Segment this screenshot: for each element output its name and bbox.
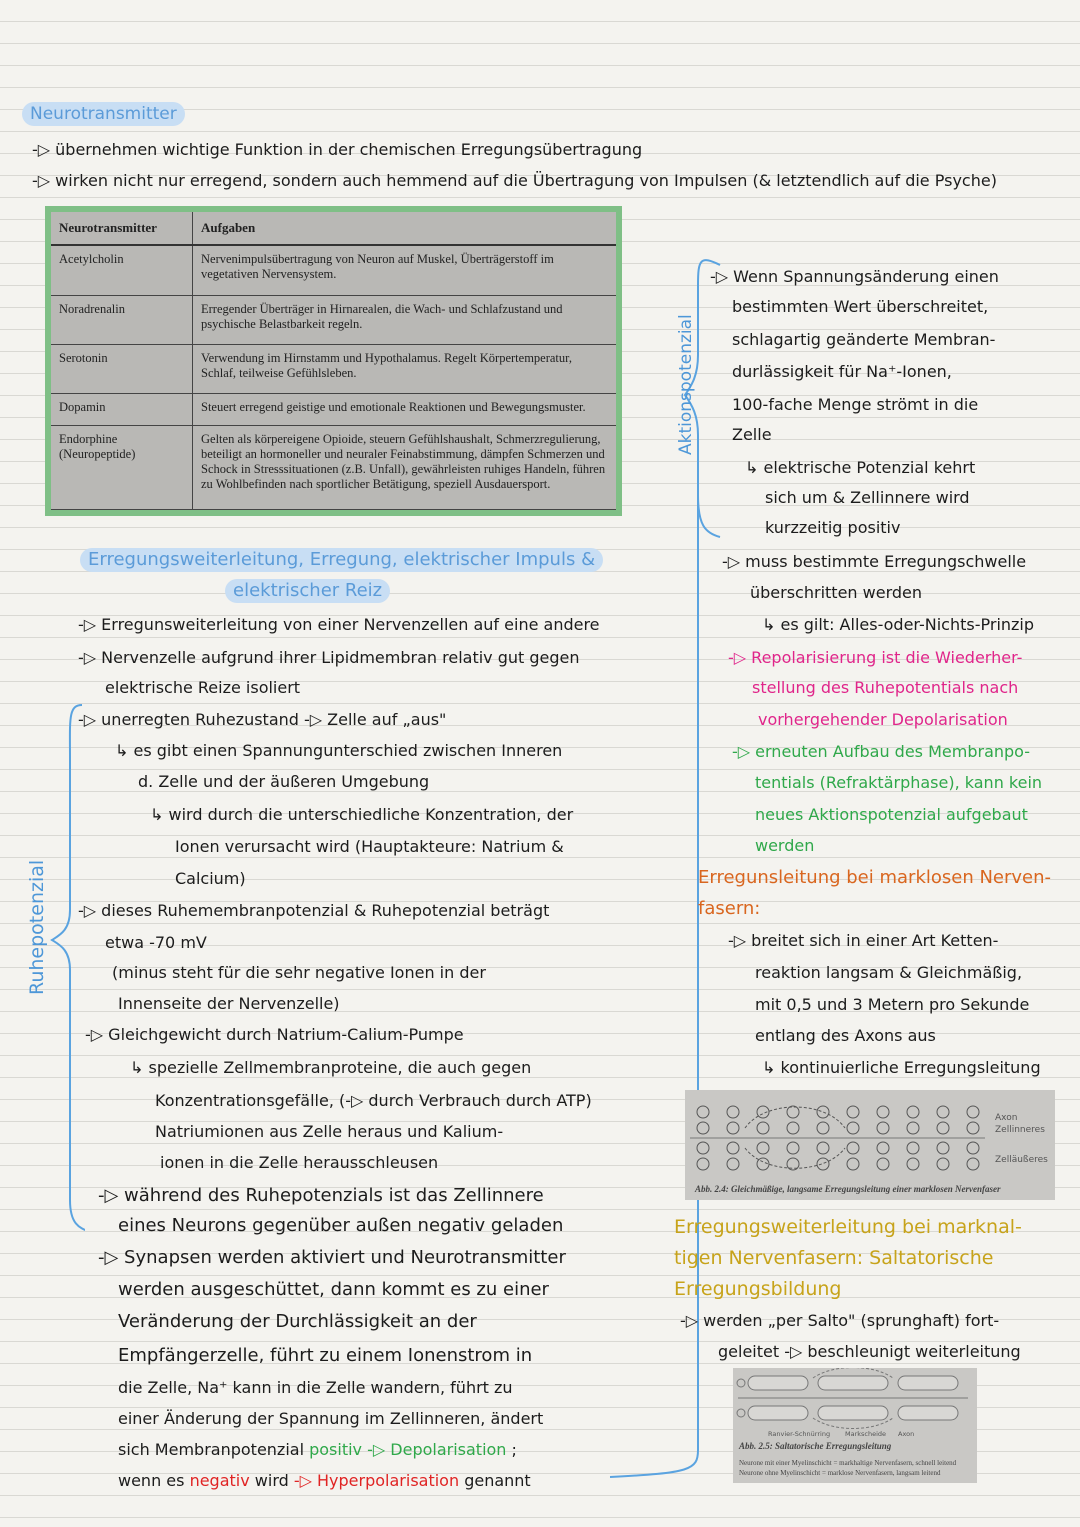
text-line: geleitet -▷ beschleunigt weiterleitung [718,1342,1021,1361]
text-line: sich um & Zellinnere wird [765,488,970,507]
section-heading-neurotransmitter: Neurotransmitter [22,102,185,126]
table-row [51,295,616,344]
refraktaer-line: -▷ erneuten Aufbau des Membranpo- [732,742,1031,761]
text-line: kurzzeitig positiv [765,518,901,537]
text-line: -▷ werden „per Salto" (sprunghaft) fort- [680,1311,1000,1330]
table-cell: Gelten als körpereigene Opioide, steuern Gefühlshaushalt, Schmerzregulierung, beteiligt an hormoneller und neuraler Feinabstimmung, dämpfen Schmerzen und Schock in Stresssituationen (z.B. Unfall), gewährleisten ruhiges Handeln, führen zu Wohlbefinden nach sportlicher Betätigung, speziell Ausdauersport. [193,426,617,510]
text-line: elektrische Reize isoliert [105,678,301,697]
table-row [51,245,616,295]
figure-saltatorische-leitung [733,1368,977,1483]
text-segment: ; [506,1440,517,1459]
depolarisation-term: positiv -▷ Depolarisation [309,1440,507,1459]
text-line: eines Neurons gegenüber außen negativ geladen [118,1215,564,1236]
nt-line-1: -▷ übernehmen wichtige Funktion in der chemischen Erregungsübertragung [32,140,643,159]
text-line: (minus steht für die sehr negative Ionen in der [112,963,486,982]
figure-note: Neurone mit einer Myelinschicht = markhaltige Nervenfasern, schnell leitend [739,1459,957,1467]
text-line: -▷ Synapsen werden aktiviert und Neurotransmitter [98,1247,566,1268]
neurotransmitter-table-photo [45,206,622,516]
table-cell: Dopamin [51,394,193,426]
table-cell: Erregender Überträger in Hirnarealen, die Wach- und Schlafzustand und psychische Belastbarkeit regeln. [193,295,617,344]
table-row [51,426,616,510]
text-line: ↳ wird durch die unterschiedliche Konzentration, der [150,805,574,824]
text-line: werden ausgeschüttet, dann kommt es zu einer [118,1279,549,1300]
text-line: ↳ elektrische Potenzial kehrt [745,458,976,477]
text-line: ↳ es gilt: Alles-oder-Nichts-Prinzip [762,615,1035,634]
text-line: einer Änderung der Spannung im Zellinneren, ändert [118,1409,544,1428]
label-axon: Axon [995,1113,1018,1123]
text-line: schlagartig geänderte Membran- [732,330,996,349]
text-line: -▷ Wenn Spannungsänderung einen [710,267,999,286]
text-line: d. Zelle und der äußeren Umgebung [138,772,430,791]
nt-line-2: -▷ wirken nicht nur erregend, sondern auch hemmend auf die Übertragung von Impulsen (& letztendlich auf die Psyche) [32,171,997,190]
text-line: reaktion langsam & Gleichmäßig, [755,963,1023,982]
text-line: Calcium) [175,869,246,888]
text-line: etwa -70 mV [105,933,207,952]
text-line: -▷ Nervenzelle aufgrund ihrer Lipidmembran relativ gut gegen [78,648,580,667]
text-line: Natriumionen aus Zelle heraus und Kalium- [155,1122,504,1141]
table-cell: Serotonin [51,344,193,393]
text-line: Zelle [732,425,772,444]
table-cell: Acetylcholin [51,245,193,295]
text-segment: sich Membranpotenzial [118,1440,310,1459]
table-cell: Verwendung im Hirnstamm und Hypothalamus. Regelt Körpertemperatur, Schlaf, teilweise Gefühlsleben. [193,344,617,393]
refraktaer-line: neues Aktionspotenzial aufgebaut [755,805,1028,824]
text-line: durlässigkeit für Na⁺-Ionen, [732,362,952,381]
table-row [51,394,616,426]
text-line: die Zelle, Na⁺ kann in die Zelle wandern, führt zu [118,1378,513,1397]
text-line: ↳ kontinuierliche Erregungsleitung [762,1058,1041,1077]
label-aktionspotenzial: Aktionspotenzial [676,314,696,455]
text-line: 100-fache Menge strömt in die [732,395,979,414]
heading-markhaltig: tigen Nervenfasern: Saltatorische [674,1247,994,1269]
text-line: -▷ Erregunsweiterleitung von einer Nervenzellen auf eine andere [78,615,600,634]
negativ-term: negativ [189,1471,250,1490]
neurotransmitter-table [51,212,616,510]
label-ruhepotenzial: Ruhepotenzial [26,859,48,995]
label-zellinneres: Zellinneres [995,1125,1045,1135]
text-segment: genannt [459,1471,531,1490]
repolarisation-line: stellung des Ruhepotentials nach [752,678,1019,697]
repolarisation-line: vorhergehender Depolarisation [758,710,1008,729]
section-heading-erregung-2: elektrischer Reiz [225,579,390,603]
figure-caption: Abb. 2.5: Saltatorische Erregungsleitung [739,1441,892,1451]
refraktaer-line: werden [755,836,815,855]
hyperpolarisation-term: -▷ Hyperpolarisation [293,1471,460,1490]
heading-marklos: fasern: [698,898,761,919]
figure-caption: Abb. 2.4: Gleichmäßige, langsame Erregungsleitung einer marklosen Nervenfaser [695,1184,1001,1194]
text-line: ↳ es gibt einen Spannungunterschied zwischen Inneren [115,741,563,760]
text-line: Ionen verursacht wird (Hauptakteure: Natrium & [175,837,564,856]
text-line-hyperpolarisation [118,1466,531,1496]
text-line: Veränderung der Durchlässigkeit an der [118,1311,477,1332]
heading-markhaltig: Erregungsbildung [674,1278,842,1300]
text-line: mit 0,5 und 3 Metern pro Sekunde [755,995,1030,1014]
label-zellaeusseres: Zelläußeres [995,1155,1048,1165]
heading-marklos: Erregunsleitung bei marklosen Nerven- [698,867,1052,888]
refraktaer-line: tentials (Refraktärphase), kann kein [755,773,1043,792]
text-segment: wird [249,1471,294,1490]
figure-marklose-leitung [685,1090,1055,1200]
label-ranvier: Ranvier-Schnürring [768,1430,831,1438]
text-line: -▷ muss bestimmte Erregungschwelle [722,552,1027,571]
text-line: entlang des Axons aus [755,1026,936,1045]
text-line: -▷ breitet sich in einer Art Ketten- [728,931,999,950]
repolarisation-line: -▷ Repolarisierung ist die Wiederher- [728,648,1023,667]
text-line: Innenseite der Nervenzelle) [118,994,340,1013]
text-line: Konzentrationsgefälle, (-▷ durch Verbrauch durch ATP) [155,1091,592,1110]
text-line: Empfängerzelle, führt zu einem Ionenstrom in [118,1345,533,1366]
table-header-aufgaben: Aufgaben [193,212,617,245]
table-cell: Nervenimpulsübertragung von Neuron auf Muskel, Überträgerstoff im vegetativen Nervensystem. [193,245,617,295]
text-line: überschritten werden [750,583,922,602]
text-line-depolarisation [118,1435,517,1465]
heading-markhaltig: Erregungsweiterleitung bei marknal- [674,1216,1022,1238]
table-cell: Endorphine (Neuropeptide) [51,426,193,510]
text-line: -▷ unerregten Ruhezustand -▷ Zelle auf „aus" [78,710,447,729]
table-header-neurotransmitter: Neurotransmitter [51,212,193,245]
table-row [51,344,616,393]
text-line: -▷ während des Ruhepotenzials ist das Zellinnere [98,1185,544,1206]
section-heading-erregung-1: Erregungsweiterleitung, Erregung, elektrischer Impuls & [80,548,603,572]
label-axon: Axon [898,1430,915,1438]
table-cell: Noradrenalin [51,295,193,344]
text-line: ↳ spezielle Zellmembranproteine, die auch gegen [130,1058,532,1077]
text-segment: wenn es [118,1471,190,1490]
text-line: ionen in die Zelle herausschleusen [160,1153,439,1172]
text-line: -▷ Gleichgewicht durch Natrium-Calium-Pumpe [85,1025,464,1044]
label-markscheide: Markscheide [845,1430,887,1438]
text-line: -▷ dieses Ruhemembranpotenzial & Ruhepotenzial beträgt [78,901,550,920]
figure-note: Neurone ohne Myelinschicht = marklose Nervenfasern, langsam leitend [739,1469,941,1477]
text-line: bestimmten Wert überschreitet, [732,297,989,316]
table-cell: Steuert erregend geistige und emotionale Reaktionen und Bewegungsmuster. [193,394,617,426]
